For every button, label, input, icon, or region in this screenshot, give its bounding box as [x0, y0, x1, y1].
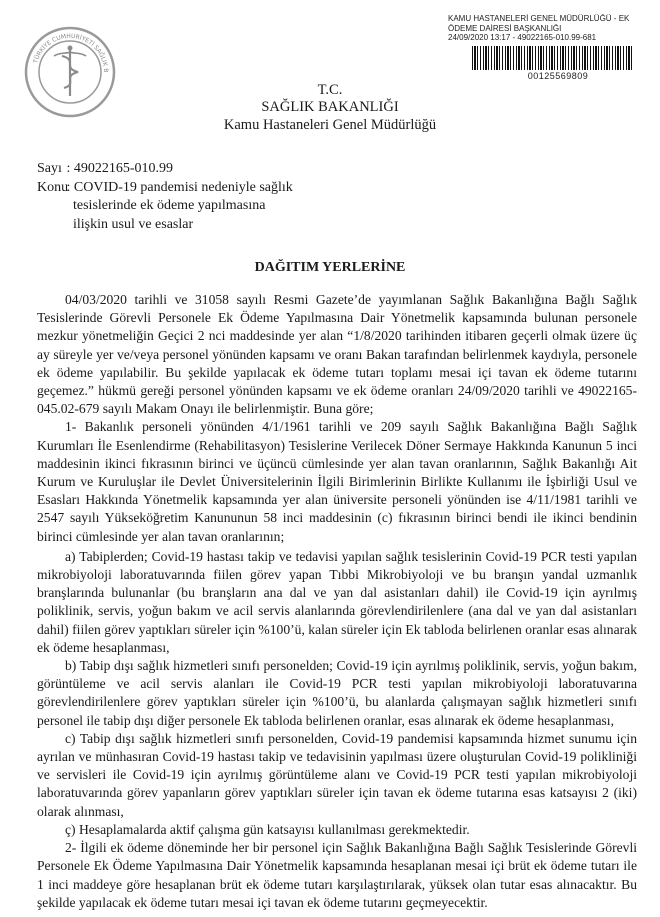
stamp-line-3: 24/09/2020 13:17 - 49022165-010.99-681: [448, 33, 597, 42]
konu-line-1: : COVID-19 pandemisi nedeniyle sağlık: [66, 179, 293, 195]
svg-text:TÜRKİYE CUMHURİYETİ SAĞLIK BAK: TÜRKİYE CUMHURİYETİ SAĞLIK B: [32, 32, 110, 73]
paragraph-item-b: b) Tabip dışı sağlık hizmetleri sınıfı personelden; Covid-19 için ayrılmış poliklinik, servis, yoğun bakım, görüntüleme ve acil servis alanları ile Covid-19 PCR testi yapılan mikrobiyoloji laboratuvarına görevlendirilenlere görev yaptıkları süreler için %100’ü, bu alanlarda çalışmayan sağlık hizmetleri sınıfı personel ile tabip dışı diğer personele Ek tabloda belirlenen oranlar, esas alınarak ek ödeme hesaplanması,: [37, 658, 637, 728]
paragraph-intro: 04/03/2020 tarihli ve 31058 sayılı Resmi Gazete’de yayımlanan Sağlık Bakanlığına Bağlı Sağlık Tesislerinde Görevli Personele Ek Ödeme Yapılmasına Dair Yönetmelik kapsamında bulunan personele mezkur yönetmeliğin Geçici 2 nci maddesinde yer alan “1/8/2020 tarihinden itibaren geçerli olmak üzere üç ay süreyle yer ve/veya personel yönünden kapsamı ve oranı Bakan tarafından belirlenmek kaydıyla, personele ek ödeme yapılabilir. Bu şekilde yapılacak ek ödeme tutarı toplamı mesai içi tavan ek ödeme tutarını geçemez.” hükmü gereği personel yönünden kapsamı ve ek ödeme oranları 24/09/2020 tarihli ve 49022165-045.02-679 sayılı Makam Onayı ile belirlenmiştir. Buna göre;: [37, 292, 637, 417]
paragraph-item-cc: ç) Hesaplamalarda aktif çalışma gün katsayısı kullanılması gerekmektedir.: [65, 821, 470, 837]
document-registry-stamp: [448, 14, 654, 81]
konu-line-2: tesislerinde ek ödeme yapılmasına: [73, 198, 266, 213]
document-body: [37, 291, 637, 912]
paragraph-article-1: 1- Bakanlık personeli yönünden 4/1/1961 tarihli ve 209 sayılı Sağlık Bakanlığına Bağlı Sağlık Kurumları İle Esenlendirme (Rehabilitasyon) Tesislerine Verilecek Döner Sermaye Hakkında Kanunun 5 inci maddesinin ikinci fıkrasının birinci ve üçüncü cümlesinde yer alan tavan oranlarının, Sağlık Bakanlığı Ait Kurum ve Kuruluşlar ile Devlet Üniversitelerinin İlgili Birimlerinin Birlikte Kullanımı ile İşbirliği Usul ve Esasları Hakkında Yönetmelik kapsamında yer alan üniversite personeli yönünden ise 4/11/1981 tarihli ve 2547 sayılı Yükseköğretim Kanununun 58 inci maddesinin (c) fıkrasının birinci bendi ile ikinci bendinin birinci cümlesinde yer alan tavan oranlarının;: [37, 419, 637, 544]
konu-label: Konu: [37, 179, 69, 195]
header-ministry: SAĞLIK BAKANLIĞI: [261, 99, 399, 115]
stamp-line-2: ÖDEME DAİRESİ BAŞKANLIĞI: [448, 23, 562, 33]
stamp-line-1: KAMU HASTANELERİ GENEL MÜDÜRLÜĞÜ - EK: [448, 14, 630, 23]
document-meta: [37, 160, 293, 234]
header-country: T.C.: [317, 82, 343, 98]
paragraph-item-c: c) Tabip dışı sağlık hizmetleri sınıfı personelden, Covid-19 pandemisi kapsamında hizmet sunumu için ayrılan ve münhasıran Covid-19 hastası takip ve tedavisinin yapılması üzere oluşturulan Covid-19 polikliniği ve servisleri ile Covid-19 için ayrılmış görüntüleme alanı ve Covid-19 PCR testi yapılan mikrobiyoloji laboratuvarında görev yapanların görev yaptıkları süreler için tavan ek ödeme tutarına esas katsayısı 2 (iki) olarak alınması,: [37, 730, 637, 819]
distribution-title: DAĞITIM YERLERİNE: [254, 260, 406, 275]
konu-row: [37, 179, 293, 198]
stamp-number: 00125569809: [527, 70, 589, 81]
sayi-value: : 49022165-010.99: [66, 161, 174, 176]
sayi-label: Sayı: [37, 161, 62, 176]
barcode: [472, 46, 632, 70]
sayi-row: [37, 160, 293, 179]
header-directorate: Kamu Hastaneleri Genel Müdürlüğü: [223, 117, 437, 133]
paragraph-article-2: 2- İlgili ek ödeme döneminde her bir personel için Sağlık Bakanlığına Bağlı Sağlık Tesislerinde Görevli Personele Ek Ödeme Yapılmasına Dair Yönetmelik kapsamında hesaplanan mesai içi brüt ek ödeme tutarı ile 1 inci maddeye göre hesaplanan brüt ek ödeme tutarı karşılaştırılarak, yüksek olan tutar esas alınacaktır. Bu şekilde yapılacak ek ödeme tutarı mesai içi tavan ek ödeme tutarını geçmeyecektir.: [37, 840, 637, 910]
konu-line-3: ilişkin usul ve esaslar: [73, 216, 194, 232]
paragraph-item-a: a) Tabiplerden; Covid-19 hastası takip ve tedavisi yapılan sağlık tesislerinin Covid-19 PCR testi yapılan mikrobiyoloji laboratuvarında fiilen görev yapan Tıbbi Mikrobiyoloji ve bu branşın yandal uzmanlık branşlarında bulunanlar (bu branşların ana dal ve yan dal asistanları dahil) ile Covid-19 için ayrılmış poliklinik, servis, yoğun bakım ve acil servis alanlarında görevlendirilenlere (ana dal ve yan dal asistanları dahil) fiilen görev yaptıkları süreler için %100’ü, kalan süreler için Ek tabloda belirlenen oranlar esas alınarak ek ödeme hesaplanması,: [37, 548, 637, 655]
